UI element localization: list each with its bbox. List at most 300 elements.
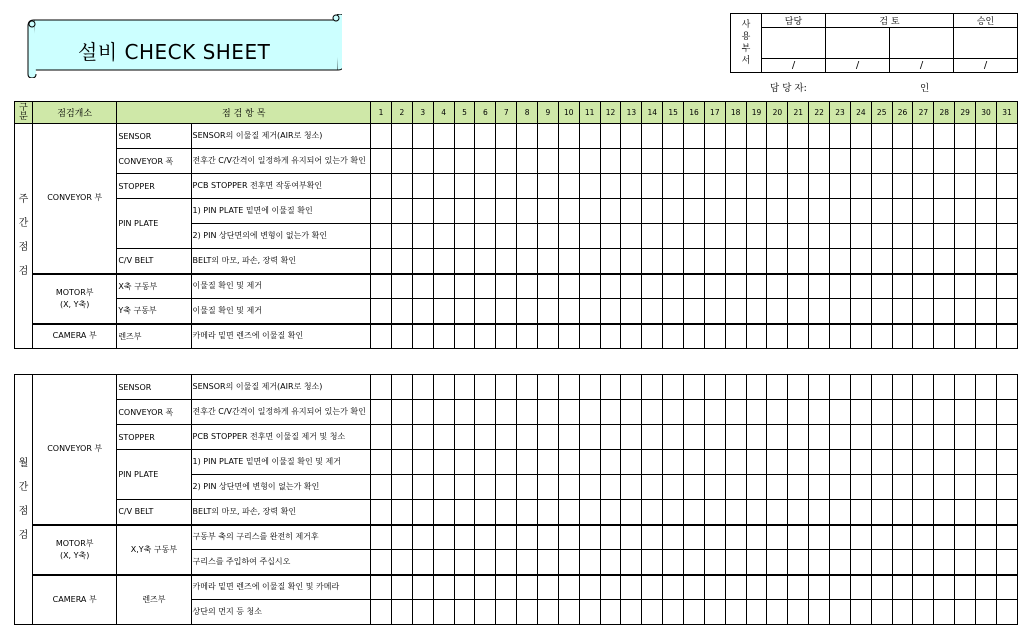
date-box[interactable]: / [890, 59, 954, 73]
check-box-day-29[interactable] [955, 174, 976, 199]
check-box-day-17[interactable] [704, 450, 725, 475]
check-box-day-1[interactable] [371, 500, 392, 525]
check-box-day-30[interactable] [976, 124, 997, 149]
check-box-day-23[interactable] [830, 425, 851, 450]
check-box-day-16[interactable] [684, 400, 705, 425]
check-box-day-21[interactable] [788, 199, 809, 224]
check-box-day-6[interactable] [475, 124, 496, 149]
check-box-day-19[interactable] [746, 274, 767, 299]
check-box-day-2[interactable] [391, 450, 412, 475]
check-box-day-13[interactable] [621, 400, 642, 425]
check-box-day-17[interactable] [704, 425, 725, 450]
check-box-day-8[interactable] [517, 149, 538, 174]
check-box-day-16[interactable] [684, 149, 705, 174]
check-box-day-15[interactable] [663, 375, 684, 400]
check-box-day-12[interactable] [600, 600, 621, 625]
check-box-day-1[interactable] [371, 299, 392, 324]
check-box-day-2[interactable] [391, 550, 412, 575]
check-box-day-8[interactable] [517, 400, 538, 425]
check-box-day-13[interactable] [621, 174, 642, 199]
check-box-day-3[interactable] [412, 149, 433, 174]
check-box-day-17[interactable] [704, 199, 725, 224]
check-box-day-19[interactable] [746, 149, 767, 174]
check-box-day-25[interactable] [871, 299, 892, 324]
check-box-day-17[interactable] [704, 550, 725, 575]
check-box-day-28[interactable] [934, 375, 955, 400]
check-box-day-16[interactable] [684, 500, 705, 525]
check-box-day-21[interactable] [788, 500, 809, 525]
check-box-day-3[interactable] [412, 600, 433, 625]
check-box-day-21[interactable] [788, 450, 809, 475]
check-box-day-27[interactable] [913, 199, 934, 224]
check-box-day-2[interactable] [392, 274, 413, 299]
check-box-day-27[interactable] [913, 124, 934, 149]
check-box-day-24[interactable] [850, 174, 871, 199]
check-box-day-22[interactable] [809, 525, 830, 550]
check-box-day-23[interactable] [830, 500, 851, 525]
check-box-day-12[interactable] [600, 400, 621, 425]
check-box-day-14[interactable] [642, 149, 663, 174]
check-box-day-8[interactable] [517, 199, 538, 224]
check-box-day-16[interactable] [684, 224, 705, 249]
check-box-day-17[interactable] [704, 174, 725, 199]
check-box-day-19[interactable] [746, 550, 767, 575]
check-box-day-1[interactable] [371, 525, 392, 550]
check-box-day-18[interactable] [725, 450, 746, 475]
check-box-day-27[interactable] [913, 475, 934, 500]
check-box-day-9[interactable] [538, 475, 559, 500]
check-box-day-31[interactable] [996, 425, 1017, 450]
check-box-day-10[interactable] [558, 199, 579, 224]
check-box-day-15[interactable] [663, 600, 684, 625]
check-box-day-19[interactable] [746, 575, 767, 600]
check-box-day-9[interactable] [538, 224, 559, 249]
check-box-day-1[interactable] [371, 450, 392, 475]
signature-box[interactable] [954, 28, 1018, 59]
check-box-day-13[interactable] [621, 149, 642, 174]
check-box-day-26[interactable] [892, 124, 913, 149]
check-box-day-9[interactable] [538, 299, 559, 324]
check-box-day-9[interactable] [538, 575, 559, 600]
check-box-day-1[interactable] [371, 575, 392, 600]
check-box-day-10[interactable] [558, 425, 579, 450]
check-box-day-8[interactable] [517, 575, 538, 600]
check-box-day-20[interactable] [767, 400, 788, 425]
check-box-day-10[interactable] [558, 475, 579, 500]
check-box-day-11[interactable] [579, 525, 600, 550]
check-box-day-25[interactable] [871, 149, 892, 174]
check-box-day-31[interactable] [996, 475, 1017, 500]
date-box[interactable]: / [826, 59, 890, 73]
check-box-day-25[interactable] [871, 425, 892, 450]
check-box-day-27[interactable] [913, 400, 934, 425]
check-box-day-28[interactable] [934, 475, 955, 500]
check-box-day-8[interactable] [517, 224, 538, 249]
check-box-day-24[interactable] [850, 149, 871, 174]
check-box-day-12[interactable] [600, 525, 621, 550]
check-box-day-3[interactable] [412, 124, 433, 149]
check-box-day-20[interactable] [767, 500, 788, 525]
check-box-day-7[interactable] [496, 550, 517, 575]
check-box-day-23[interactable] [830, 224, 851, 249]
check-box-day-25[interactable] [871, 525, 892, 550]
check-box-day-31[interactable] [996, 299, 1017, 324]
check-box-day-4[interactable] [433, 324, 454, 349]
check-box-day-13[interactable] [621, 124, 642, 149]
check-box-day-2[interactable] [392, 249, 413, 274]
check-box-day-17[interactable] [704, 375, 725, 400]
check-box-day-11[interactable] [579, 274, 600, 299]
check-box-day-1[interactable] [371, 274, 392, 299]
check-box-day-28[interactable] [934, 224, 955, 249]
check-box-day-30[interactable] [976, 149, 997, 174]
check-box-day-30[interactable] [976, 500, 997, 525]
check-box-day-5[interactable] [454, 149, 475, 174]
check-box-day-7[interactable] [496, 324, 517, 349]
check-box-day-25[interactable] [871, 400, 892, 425]
check-box-day-9[interactable] [538, 124, 559, 149]
check-box-day-8[interactable] [517, 324, 538, 349]
check-box-day-26[interactable] [892, 199, 913, 224]
check-box-day-16[interactable] [684, 450, 705, 475]
signature-box[interactable] [826, 28, 890, 59]
check-box-day-15[interactable] [663, 450, 684, 475]
check-box-day-6[interactable] [475, 224, 496, 249]
check-box-day-13[interactable] [621, 525, 642, 550]
check-box-day-27[interactable] [913, 425, 934, 450]
check-box-day-29[interactable] [955, 475, 976, 500]
check-box-day-31[interactable] [996, 525, 1017, 550]
check-box-day-28[interactable] [934, 324, 955, 349]
check-box-day-19[interactable] [746, 600, 767, 625]
check-box-day-15[interactable] [663, 500, 684, 525]
check-box-day-23[interactable] [830, 124, 851, 149]
check-box-day-28[interactable] [934, 199, 955, 224]
check-box-day-30[interactable] [976, 249, 997, 274]
check-box-day-22[interactable] [809, 124, 830, 149]
check-box-day-24[interactable] [850, 199, 871, 224]
check-box-day-9[interactable] [538, 450, 559, 475]
check-box-day-1[interactable] [371, 600, 392, 625]
check-box-day-20[interactable] [767, 224, 788, 249]
check-box-day-22[interactable] [809, 224, 830, 249]
check-box-day-5[interactable] [454, 575, 475, 600]
check-box-day-29[interactable] [955, 375, 976, 400]
check-box-day-8[interactable] [517, 375, 538, 400]
check-box-day-10[interactable] [558, 525, 579, 550]
check-box-day-4[interactable] [433, 400, 454, 425]
check-box-day-31[interactable] [996, 124, 1017, 149]
check-box-day-8[interactable] [517, 450, 538, 475]
check-box-day-27[interactable] [913, 224, 934, 249]
check-box-day-4[interactable] [433, 174, 454, 199]
check-box-day-23[interactable] [830, 400, 851, 425]
check-box-day-9[interactable] [538, 199, 559, 224]
check-box-day-13[interactable] [621, 324, 642, 349]
check-box-day-5[interactable] [454, 400, 475, 425]
check-box-day-17[interactable] [704, 525, 725, 550]
check-box-day-26[interactable] [892, 475, 913, 500]
check-box-day-30[interactable] [976, 475, 997, 500]
check-box-day-5[interactable] [454, 274, 475, 299]
check-box-day-2[interactable] [391, 600, 412, 625]
check-box-day-4[interactable] [433, 600, 454, 625]
check-box-day-27[interactable] [913, 249, 934, 274]
check-box-day-5[interactable] [454, 124, 475, 149]
check-box-day-23[interactable] [830, 600, 851, 625]
check-box-day-15[interactable] [663, 475, 684, 500]
check-box-day-24[interactable] [850, 124, 871, 149]
check-box-day-11[interactable] [579, 375, 600, 400]
check-box-day-14[interactable] [642, 500, 663, 525]
check-box-day-10[interactable] [558, 375, 579, 400]
check-box-day-14[interactable] [642, 299, 663, 324]
check-box-day-8[interactable] [517, 124, 538, 149]
check-box-day-23[interactable] [830, 149, 851, 174]
check-box-day-17[interactable] [704, 324, 725, 349]
check-box-day-3[interactable] [412, 199, 433, 224]
check-box-day-29[interactable] [955, 274, 976, 299]
check-box-day-28[interactable] [934, 550, 955, 575]
check-box-day-11[interactable] [579, 299, 600, 324]
check-box-day-1[interactable] [371, 224, 392, 249]
check-box-day-2[interactable] [392, 174, 413, 199]
check-box-day-24[interactable] [850, 249, 871, 274]
check-box-day-18[interactable] [725, 475, 746, 500]
check-box-day-2[interactable] [392, 299, 413, 324]
check-box-day-11[interactable] [579, 174, 600, 199]
check-box-day-28[interactable] [934, 400, 955, 425]
check-box-day-6[interactable] [475, 375, 496, 400]
check-box-day-29[interactable] [955, 324, 976, 349]
check-box-day-2[interactable] [392, 149, 413, 174]
check-box-day-1[interactable] [371, 249, 392, 274]
check-box-day-31[interactable] [996, 600, 1017, 625]
check-box-day-6[interactable] [475, 525, 496, 550]
check-box-day-11[interactable] [579, 224, 600, 249]
check-box-day-25[interactable] [871, 124, 892, 149]
check-box-day-16[interactable] [684, 575, 705, 600]
check-box-day-8[interactable] [517, 174, 538, 199]
check-box-day-4[interactable] [433, 149, 454, 174]
check-box-day-28[interactable] [934, 425, 955, 450]
date-box[interactable]: / [762, 59, 826, 73]
check-box-day-9[interactable] [538, 174, 559, 199]
check-box-day-12[interactable] [600, 174, 621, 199]
check-box-day-23[interactable] [830, 550, 851, 575]
check-box-day-12[interactable] [600, 375, 621, 400]
check-box-day-7[interactable] [496, 249, 517, 274]
check-box-day-18[interactable] [725, 550, 746, 575]
check-box-day-19[interactable] [746, 425, 767, 450]
check-box-day-29[interactable] [955, 550, 976, 575]
check-box-day-30[interactable] [976, 575, 997, 600]
check-box-day-1[interactable] [371, 149, 392, 174]
check-box-day-22[interactable] [809, 400, 830, 425]
check-box-day-17[interactable] [704, 299, 725, 324]
check-box-day-20[interactable] [767, 525, 788, 550]
check-box-day-7[interactable] [496, 149, 517, 174]
check-box-day-2[interactable] [392, 124, 413, 149]
check-box-day-15[interactable] [663, 299, 684, 324]
check-box-day-18[interactable] [725, 149, 746, 174]
check-box-day-6[interactable] [475, 199, 496, 224]
check-box-day-24[interactable] [850, 450, 871, 475]
check-box-day-23[interactable] [830, 274, 851, 299]
check-box-day-4[interactable] [433, 475, 454, 500]
check-box-day-23[interactable] [830, 174, 851, 199]
check-box-day-23[interactable] [830, 375, 851, 400]
check-box-day-8[interactable] [517, 299, 538, 324]
check-box-day-1[interactable] [371, 475, 392, 500]
check-box-day-13[interactable] [621, 274, 642, 299]
check-box-day-31[interactable] [996, 249, 1017, 274]
check-box-day-29[interactable] [955, 425, 976, 450]
check-box-day-9[interactable] [538, 149, 559, 174]
check-box-day-19[interactable] [746, 400, 767, 425]
check-box-day-25[interactable] [871, 249, 892, 274]
check-box-day-23[interactable] [830, 324, 851, 349]
check-box-day-19[interactable] [746, 224, 767, 249]
check-box-day-14[interactable] [642, 124, 663, 149]
check-box-day-22[interactable] [809, 475, 830, 500]
check-box-day-18[interactable] [725, 500, 746, 525]
check-box-day-3[interactable] [412, 274, 433, 299]
check-box-day-9[interactable] [538, 324, 559, 349]
check-box-day-9[interactable] [538, 425, 559, 450]
check-box-day-26[interactable] [892, 274, 913, 299]
check-box-day-26[interactable] [892, 324, 913, 349]
check-box-day-10[interactable] [558, 575, 579, 600]
check-box-day-21[interactable] [788, 124, 809, 149]
check-box-day-6[interactable] [475, 600, 496, 625]
check-box-day-27[interactable] [913, 600, 934, 625]
check-box-day-22[interactable] [809, 149, 830, 174]
check-box-day-3[interactable] [412, 174, 433, 199]
check-box-day-30[interactable] [976, 450, 997, 475]
check-box-day-27[interactable] [913, 525, 934, 550]
check-box-day-16[interactable] [684, 274, 705, 299]
check-box-day-4[interactable] [433, 450, 454, 475]
check-box-day-10[interactable] [558, 249, 579, 274]
check-box-day-22[interactable] [809, 199, 830, 224]
check-box-day-9[interactable] [538, 274, 559, 299]
check-box-day-10[interactable] [558, 550, 579, 575]
check-box-day-5[interactable] [454, 249, 475, 274]
check-box-day-1[interactable] [371, 375, 392, 400]
check-box-day-28[interactable] [934, 149, 955, 174]
check-box-day-4[interactable] [433, 575, 454, 600]
check-box-day-15[interactable] [663, 199, 684, 224]
check-box-day-24[interactable] [850, 575, 871, 600]
check-box-day-18[interactable] [725, 400, 746, 425]
check-box-day-20[interactable] [767, 324, 788, 349]
check-box-day-4[interactable] [433, 525, 454, 550]
check-box-day-4[interactable] [433, 500, 454, 525]
check-box-day-16[interactable] [684, 124, 705, 149]
check-box-day-26[interactable] [892, 299, 913, 324]
check-box-day-22[interactable] [809, 274, 830, 299]
check-box-day-13[interactable] [621, 199, 642, 224]
check-box-day-21[interactable] [788, 375, 809, 400]
check-box-day-10[interactable] [558, 124, 579, 149]
check-box-day-19[interactable] [746, 525, 767, 550]
check-box-day-4[interactable] [433, 550, 454, 575]
check-box-day-6[interactable] [475, 299, 496, 324]
check-box-day-27[interactable] [913, 500, 934, 525]
check-box-day-12[interactable] [600, 149, 621, 174]
check-box-day-22[interactable] [809, 299, 830, 324]
check-box-day-31[interactable] [996, 550, 1017, 575]
check-box-day-11[interactable] [579, 550, 600, 575]
check-box-day-22[interactable] [809, 324, 830, 349]
check-box-day-18[interactable] [725, 199, 746, 224]
check-box-day-12[interactable] [600, 274, 621, 299]
check-box-day-27[interactable] [913, 299, 934, 324]
check-box-day-29[interactable] [955, 450, 976, 475]
check-box-day-14[interactable] [642, 174, 663, 199]
check-box-day-14[interactable] [642, 375, 663, 400]
check-box-day-21[interactable] [788, 600, 809, 625]
check-box-day-1[interactable] [371, 124, 392, 149]
check-box-day-6[interactable] [475, 425, 496, 450]
check-box-day-23[interactable] [830, 199, 851, 224]
check-box-day-28[interactable] [934, 274, 955, 299]
check-box-day-10[interactable] [558, 274, 579, 299]
check-box-day-30[interactable] [976, 224, 997, 249]
check-box-day-30[interactable] [976, 299, 997, 324]
check-box-day-28[interactable] [934, 600, 955, 625]
check-box-day-14[interactable] [642, 224, 663, 249]
check-box-day-15[interactable] [663, 124, 684, 149]
check-box-day-27[interactable] [913, 174, 934, 199]
check-box-day-29[interactable] [955, 600, 976, 625]
check-box-day-24[interactable] [850, 400, 871, 425]
check-box-day-11[interactable] [579, 475, 600, 500]
check-box-day-18[interactable] [725, 124, 746, 149]
check-box-day-29[interactable] [955, 299, 976, 324]
check-box-day-24[interactable] [850, 550, 871, 575]
check-box-day-10[interactable] [558, 149, 579, 174]
check-box-day-21[interactable] [788, 274, 809, 299]
check-box-day-15[interactable] [663, 174, 684, 199]
check-box-day-11[interactable] [579, 450, 600, 475]
check-box-day-20[interactable] [767, 199, 788, 224]
check-box-day-6[interactable] [475, 400, 496, 425]
check-box-day-8[interactable] [517, 274, 538, 299]
check-box-day-28[interactable] [934, 174, 955, 199]
check-box-day-4[interactable] [433, 425, 454, 450]
check-box-day-19[interactable] [746, 249, 767, 274]
check-box-day-14[interactable] [642, 249, 663, 274]
check-box-day-14[interactable] [642, 199, 663, 224]
check-box-day-3[interactable] [412, 525, 433, 550]
check-box-day-22[interactable] [809, 575, 830, 600]
check-box-day-4[interactable] [433, 224, 454, 249]
check-box-day-21[interactable] [788, 299, 809, 324]
check-box-day-12[interactable] [600, 575, 621, 600]
check-box-day-2[interactable] [391, 475, 412, 500]
check-box-day-18[interactable] [725, 224, 746, 249]
check-box-day-28[interactable] [934, 500, 955, 525]
check-box-day-8[interactable] [517, 525, 538, 550]
check-box-day-25[interactable] [871, 224, 892, 249]
check-box-day-22[interactable] [809, 249, 830, 274]
check-box-day-31[interactable] [996, 375, 1017, 400]
check-box-day-26[interactable] [892, 575, 913, 600]
check-box-day-12[interactable] [600, 199, 621, 224]
check-box-day-7[interactable] [496, 375, 517, 400]
